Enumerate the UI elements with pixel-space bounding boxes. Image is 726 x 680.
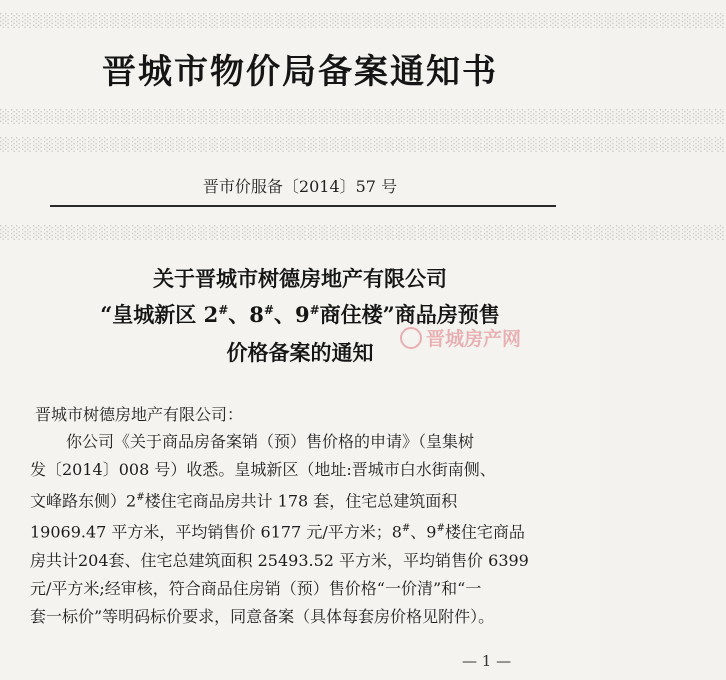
body-line <box>30 428 575 456</box>
bleed-through-texture: ░░░░░░░░░░░░░░░░░░░░░░░░░░░░░░░░░░░░░░░░░░░░░░░░░░░░░░░░░░░░░░░░░░ <box>0 14 726 29</box>
body-text: 元/平方米;经审核，符合商品住房销（预）售价格“一价清”和“一 <box>30 578 482 598</box>
body-line <box>30 547 575 575</box>
body-fragment: 楼住宅商品 <box>444 522 525 542</box>
bleed-through-texture: ░░░░░░░░░░░░░░░░░░░░░░░░░░░░░░░░░░░░░░░░░░░░░░░░░░░░░░░░░░░░░░░░░░ <box>0 138 726 153</box>
watermark-text: 晋城房产网 <box>426 328 522 350</box>
body-fragment: 楼住宅商品房共计 178 套，住宅总建筑面积 <box>144 491 458 511</box>
body-text <box>30 484 457 515</box>
building-superscript: # <box>401 523 411 535</box>
heading-fragment: “皇城新区 2 <box>100 302 219 327</box>
body-text <box>30 515 525 546</box>
heading-fragment: 商住楼”商品房预售 <box>319 302 500 327</box>
building-superscript: # <box>436 523 445 535</box>
body-line <box>30 515 575 546</box>
body-fragment: 文峰路东侧）2 <box>30 491 137 511</box>
body-fragment: 19069.47 平方米，平均销售价 6177 元/平方米；8 <box>30 522 402 542</box>
heading-fragment: 、9 <box>273 302 310 327</box>
watermark-logo-icon <box>400 327 422 349</box>
body-text: 发〔2014〕008 号）收悉。皇城新区（地址:晋城市白水街南侧、 <box>30 460 496 479</box>
document-number: 晋市价服备〔2014〕57 号 <box>202 177 398 196</box>
notice-heading-line-3: 价格备案的通知 <box>226 340 374 365</box>
heading-superscript: # <box>309 303 320 317</box>
site-watermark <box>400 324 521 351</box>
bleed-through-texture: ░░░░░░░░░░░░░░░░░░░░░░░░░░░░░░░░░░░░░░░░░░░░░░░░░░░░░░░░░░░░░░░░░░ <box>0 110 726 125</box>
heading-fragment: 、8 <box>228 302 264 327</box>
heading-superscript: # <box>218 303 229 317</box>
document-title: 晋城市物价局备案通知书 <box>102 52 498 92</box>
header-divider <box>50 205 556 207</box>
addressee: 晋城市树德房地产有限公司： <box>35 405 244 424</box>
body-text: 房共计204套、住宅总建筑面积 25493.52 平方米，平均销售价 6399 <box>30 550 529 570</box>
body-text: 你公司《关于商品房备案销（预）售价格的申请》（皇集树 <box>66 432 475 451</box>
building-superscript: # <box>136 492 145 503</box>
bleed-through-texture: ░░░░░░░░░░░░░░░░░░░░░░░░░░░░░░░░░░░░░░░░░░░░░░░░░░░░░░░░░░░░░░░░░░ <box>0 226 726 241</box>
notice-body <box>30 428 575 631</box>
page-number: — 1 — <box>462 652 512 670</box>
body-line <box>30 575 575 603</box>
body-text: 套一标价”等明码标价要求，同意备案（具体每套房价格见附件）。 <box>30 606 495 626</box>
body-line <box>30 603 575 631</box>
notice-heading-line-1: 关于晋城市树德房地产有限公司 <box>153 266 447 291</box>
body-line <box>30 456 575 484</box>
heading-superscript: # <box>263 303 274 317</box>
body-line <box>30 484 575 515</box>
body-fragment: 、9 <box>410 522 437 542</box>
